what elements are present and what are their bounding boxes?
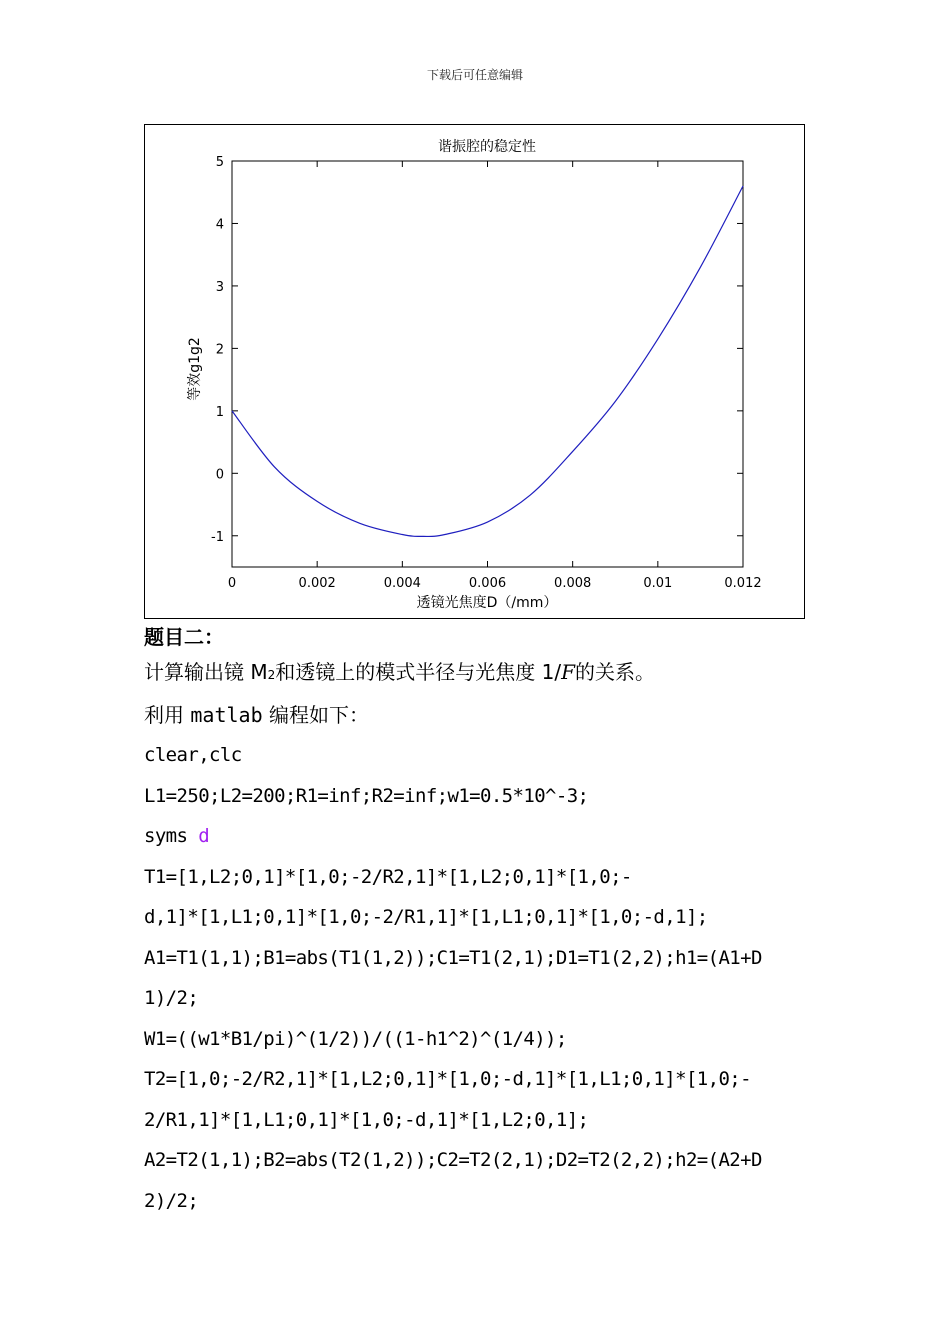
intro-text-b: 编程如下： (262, 703, 369, 727)
intro-matlab: matlab (190, 703, 263, 727)
y-axis-label: 等效g1g2 (187, 337, 203, 401)
code-line-2: L1=250;L2=200;R1=inf;R2=inf;w1=0.5*10^-3; (144, 784, 589, 807)
x-tick-label: 0.012 (724, 576, 762, 591)
series-group (232, 186, 743, 536)
page-header: 下载后可任意编辑 (426, 68, 523, 82)
x-tick-label: 0.006 (468, 576, 507, 591)
y-tick-label: 3 (215, 279, 224, 295)
series-line (232, 186, 743, 536)
figure-frame (144, 124, 805, 619)
code-line-4: T1=[1,L2;0,1]*[1,0;-2/R2,1]*[1,L2;0,1]*[1,0;- (144, 865, 632, 888)
x-tick-label: 0 (227, 576, 237, 591)
task-text-b: 和透镜上的模式半径与光焦度 1/ (275, 660, 562, 684)
x-axis-label: 透镜光焦度D（/mm） (416, 595, 558, 611)
code-line-12: 2)/2; (144, 1189, 199, 1212)
x-tick-label: 0.008 (554, 576, 592, 591)
y-tick-label: 5 (215, 155, 224, 170)
x-tick-label: 0.004 (383, 576, 421, 591)
task-italic-f: F (561, 660, 575, 684)
y-tick-label: -1 (211, 529, 224, 545)
y-tick-label: 0 (215, 467, 224, 483)
code-line-7: 1)/2; (144, 987, 199, 1009)
program-intro (144, 695, 814, 735)
code-line-9: T2=[1,0;-2/R2,1]*[1,L2;0,1]*[1,0;-d,1]*[1,L1;0,1]*[1,0;- (144, 1068, 751, 1090)
task-subscript: 2 (267, 668, 276, 682)
code-line-11: A2=T2(1,1);B2=abs(T2(1,2));C2=T2(2,1);D2=T2(2,2);h2=(A2+D (144, 1149, 762, 1171)
code-line-5: d,1]*[1,L1;0,1]*[1,0;-2/R1,1]*[1,L1;0,1]*[1,0;-d,1]; (144, 906, 708, 928)
ticks-group (211, 155, 762, 591)
code-line-1: clear,clc (144, 744, 242, 766)
task-text-c: 的关系。 (574, 660, 655, 684)
code-line-3 (144, 816, 814, 857)
chart-title: 谐振腔的稳定性 (438, 139, 536, 155)
x-tick-label: 0.002 (298, 576, 336, 591)
x-tick-label: 0.01 (643, 576, 673, 591)
intro-text-a: 利用 (144, 703, 191, 727)
stability-chart (145, 125, 804, 618)
code-line-6: A1=T1(1,1);B1=abs(T1(1,2));C1=T1(2,1);D1=T1(2,2);h1=(A1+D (144, 946, 762, 969)
y-tick-label: 1 (215, 404, 224, 420)
plot-box (232, 161, 743, 567)
y-tick-label: 2 (215, 342, 224, 358)
axes-group (232, 161, 743, 567)
code-syms: syms (144, 825, 199, 847)
document-body (144, 620, 814, 1221)
task-description (144, 652, 814, 695)
code-line-8: W1=((w1*B1/pi)^(1/2))/((1-h1^2)^(1/4)); (144, 1027, 567, 1050)
code-line-10: 2/R1,1]*[1,L1;0,1]*[1,0;-d,1]*[1,L2;0,1]; (144, 1108, 589, 1131)
code-symbol-d: d (198, 825, 210, 847)
task-text-a: 计算输出镜 M (144, 660, 268, 684)
section-heading: 题目二： (144, 625, 224, 649)
y-tick-label: 4 (215, 217, 224, 233)
